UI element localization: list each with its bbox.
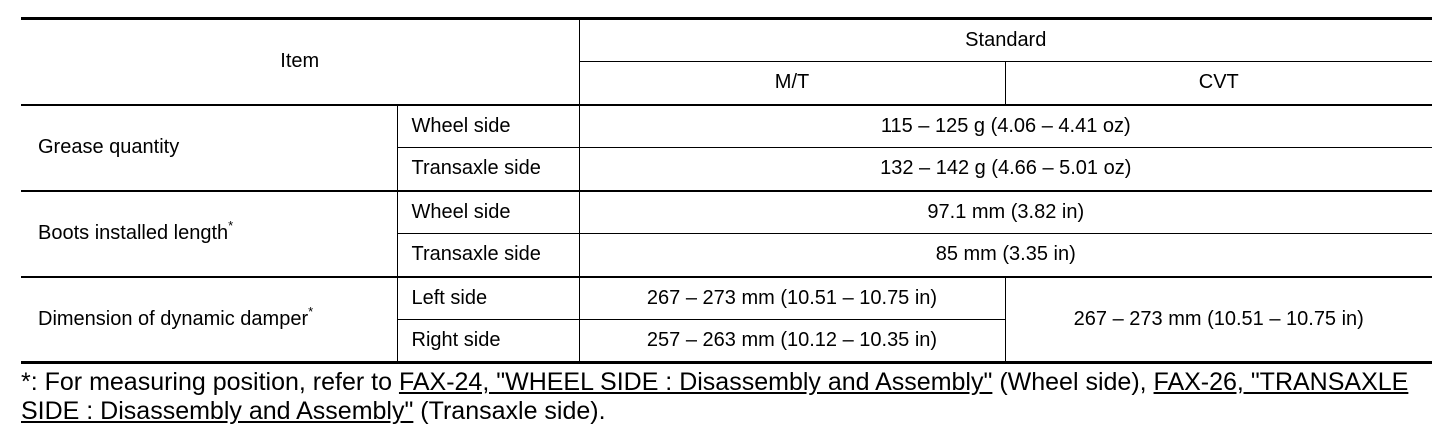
grease-transaxle-value: 132 – 142 g (4.66 – 5.01 oz) (579, 148, 1432, 191)
boots-length-cell (21, 191, 397, 277)
footnote-mark: * (308, 303, 314, 319)
damper-right-mt-value: 257 – 263 mm (10.12 – 10.35 in) (579, 320, 1005, 363)
grease-wheel-side: Wheel side (397, 105, 579, 148)
footnote-suffix: (Transaxle side). (413, 397, 606, 425)
table-row (21, 191, 1432, 234)
transaxle-side-link[interactable]: FAX-26, "TRANSAXLE SIDE : Disassembly and Assembly" (21, 368, 1409, 425)
spec-table (21, 17, 1432, 364)
damper-dimension-label: Dimension of dynamic damper (38, 307, 309, 330)
header-standard: Standard (579, 19, 1432, 62)
damper-dimension-cell (21, 277, 397, 363)
wheel-side-link[interactable]: FAX-24, "WHEEL SIDE : Disassembly and Assembly" (398, 368, 993, 396)
boots-transaxle-side: Transaxle side (397, 234, 579, 277)
damper-right-side: Right side (397, 320, 579, 363)
header-row (21, 19, 1432, 62)
table-row (21, 277, 1432, 320)
footnote-middle: (Wheel side), (992, 368, 1154, 396)
header-mt: M/T (579, 62, 1005, 105)
damper-cvt-value: 267 – 273 mm (10.51 – 10.75 in) (1005, 277, 1432, 363)
grease-transaxle-side: Transaxle side (397, 148, 579, 191)
boots-length-label: Boots installed length (38, 222, 229, 244)
grease-quantity-label: Grease quantity (21, 105, 397, 191)
damper-left-side: Left side (397, 277, 579, 320)
header-cvt: CVT (1005, 62, 1432, 105)
footnote (21, 368, 1433, 426)
header-item: Item (21, 19, 579, 105)
damper-left-mt-value: 267 – 273 mm (10.51 – 10.75 in) (579, 277, 1005, 320)
grease-wheel-value: 115 – 125 g (4.06 – 4.41 oz) (579, 105, 1432, 148)
table-row (21, 105, 1432, 148)
boots-transaxle-value: 85 mm (3.35 in) (579, 234, 1432, 277)
footnote-mark: * (228, 218, 234, 233)
footnote-prefix: *: For measuring position, refer to (21, 368, 399, 396)
boots-wheel-side: Wheel side (397, 191, 579, 234)
boots-wheel-value: 97.1 mm (3.82 in) (579, 191, 1432, 234)
